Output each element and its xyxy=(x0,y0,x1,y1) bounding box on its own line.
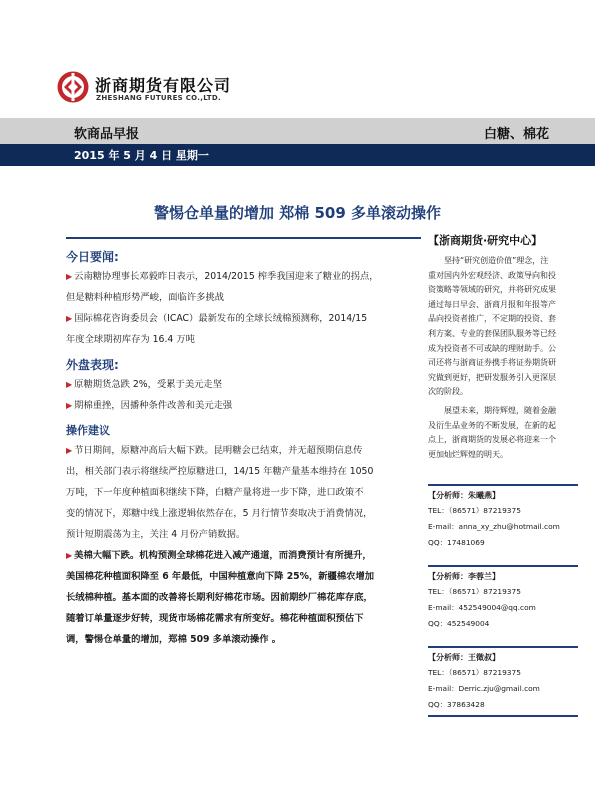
report-date: 2015 年 5 月 4 日 星期一 xyxy=(74,149,209,162)
commodity-label: 白糖、棉花 xyxy=(483,127,549,142)
overseas-title: 外盘表现: xyxy=(66,358,119,372)
list-item: ▶ 云南糖协理事长邓毅昨日表示，2014/2015 榨季我国迎来了糖业的拐点， xyxy=(66,271,379,282)
analyst-qq: QQ：17481069 xyxy=(428,538,485,548)
bullet-arrow-icon: ▶ xyxy=(66,314,73,323)
outlook-line: 点上，浙商期货的发展必将迎来一个 xyxy=(428,435,556,445)
analyst-qq: QQ：452549004 xyxy=(428,619,490,629)
list-item: ▶ 原糖期货急跌 2%，受累于美元走坚 xyxy=(66,379,223,390)
list-item: 随着订单量逐步好转，现货市场棉花需求有所变好。棉花种植面积预估下 xyxy=(66,613,364,624)
analyst-rule xyxy=(428,484,578,486)
list-item: ▶ 国际棉花咨询委员会（ICAC）最新发布的全球长绒棉预测称，2014/15 xyxy=(66,313,368,324)
intro-line: 利方案、专业的套保团队服务等已经 xyxy=(428,328,556,338)
analyst-tel: TEL：（86571）87219375 xyxy=(428,587,521,597)
outlook-line: 展望未来，期待辉煌，随着金融 xyxy=(444,405,556,415)
zheshang-logo-icon xyxy=(56,70,90,104)
bullet-arrow-icon: ▶ xyxy=(66,272,73,281)
bullet-arrow-icon: ▶ xyxy=(66,401,73,410)
analyst-card xyxy=(428,565,578,632)
analyst-rule xyxy=(428,646,578,648)
intro-line: 通过每日早会、浙商月报和年报等产 xyxy=(428,299,556,309)
analyst-rule xyxy=(428,565,578,567)
intro-paragraph xyxy=(428,254,578,400)
report-type: 软商品早报 xyxy=(74,127,140,142)
outlook-line: 及衍生品业务的不断发展，在新的起 xyxy=(428,420,556,430)
today-news-title: 今日要闻: xyxy=(66,250,119,264)
main-content xyxy=(66,242,423,650)
intro-line: 次的阶段。 xyxy=(428,387,468,397)
intro-line: 坚持“研究创造价值”理念，注 xyxy=(444,256,549,265)
analyst-rule xyxy=(428,715,578,717)
research-center-heading: 【浙商期货·研究中心】 xyxy=(428,234,543,247)
intro-line: 司还将与浙商证券携手将证券期货研 xyxy=(428,358,556,368)
section-divider xyxy=(66,237,421,239)
list-item: 万吨，下一年度种植面积继续下降，白糖产量将进一步下降，进口政策不 xyxy=(66,487,364,498)
intro-line: 究做到更好，把研发服务引入更深层 xyxy=(428,372,556,382)
list-item: 出，相关部门表示将继续严控原糖进口，14/15 年糖产量基本维持在 1050 xyxy=(66,466,374,477)
intro-line: 品向投资者推广，不定期的投资、套 xyxy=(428,314,556,324)
analyst-email[interactable]: E-mail：452549004@qq.com xyxy=(428,603,536,613)
intro-line: 资策略等领域的研究，并将研究成果 xyxy=(428,285,556,295)
list-item: 调，警惕仓单量的增加，郑棉 509 多单滚动操作 。 xyxy=(66,634,282,645)
sidebar xyxy=(428,232,578,717)
list-item: 长绒棉种植。基本面的改善将长期利好棉花市场。因前期纱厂棉花库存底， xyxy=(66,592,373,603)
page-title: 警惕仓单量的增加 郑棉 509 多单滚动操作 xyxy=(154,204,441,222)
list-item: ▶ 美棉大幅下跌。机构预测全球棉花进入减产通道，而消费预计有所提升， xyxy=(66,550,372,561)
bullet-arrow-icon: ▶ xyxy=(66,380,73,389)
list-item: 年度全球期初库存为 16.4 万吨 xyxy=(66,334,195,345)
advice-title: 操作建议 xyxy=(66,424,110,437)
list-item: ▶ 期棉重挫，因播种条件改善和美元走强 xyxy=(66,400,233,411)
bullet-arrow-icon: ▶ xyxy=(66,551,73,560)
list-item: 但是糖料种植形势严峻，面临许多挑战 xyxy=(66,292,225,303)
brand-name-cn: 浙商期货有限公司 xyxy=(95,76,232,95)
analyst-tel: TEL：（86571）87219375 xyxy=(428,506,521,516)
list-item: ▶ 节日期间，原糖冲高后大幅下跌。昆明糖会已结束，并无超预期信息传 xyxy=(66,445,363,456)
analyst-tel: TEL：（86571）87219375 xyxy=(428,668,521,678)
outlook-line: 更加灿烂辉煌的明天。 xyxy=(428,449,508,459)
analyst-name: 【分析师：王徵叔】 xyxy=(428,653,500,663)
analyst-card xyxy=(428,646,578,717)
bullet-arrow-icon: ▶ xyxy=(66,446,73,455)
analyst-name: 【分析师：李蓉兰】 xyxy=(428,572,500,582)
analyst-name: 【分析师：朱曦燕】 xyxy=(428,491,500,501)
analyst-email[interactable]: E-mail：anna_xy_zhu@hotmail.com xyxy=(428,522,560,532)
analyst-qq: QQ：37863428 xyxy=(428,700,485,710)
intro-line: 重对国内外宏观经济、政策导向和投 xyxy=(428,270,556,280)
intro-line: 成为投资者不可或缺的理财助手。公 xyxy=(428,343,556,353)
outlook-paragraph xyxy=(428,404,578,462)
analyst-email[interactable]: E-mail：Derric.zju@gmail.com xyxy=(428,684,540,694)
list-item: 美国棉花种植面积降至 6 年最低，中国种植意向下降 25%，新疆棉农增加 xyxy=(66,571,375,582)
analyst-card xyxy=(428,484,578,551)
brand-name-en: ZHESHANG FUTURES CO.,LTD. xyxy=(96,94,221,102)
list-item: 变的情况下，郑糖中线上涨逻辑依然存在，5 月行情节奏取决于消费情况， xyxy=(66,508,373,519)
list-item: 预计短期震荡为主，关注 4 月份产销数据。 xyxy=(66,529,246,540)
